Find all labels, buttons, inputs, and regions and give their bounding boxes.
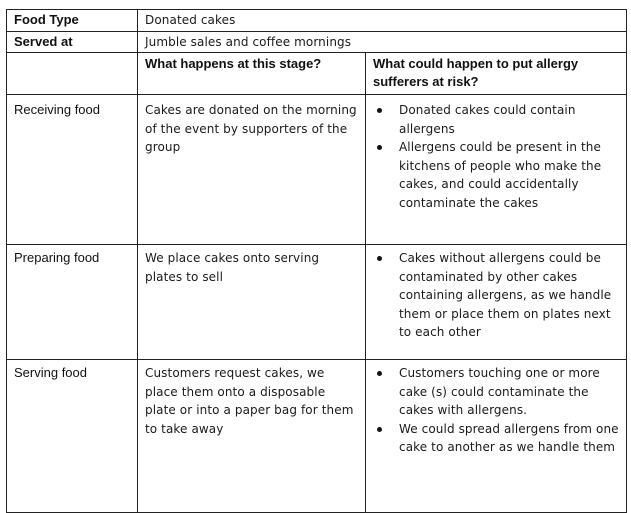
bullet-icon [377, 371, 382, 376]
what-happens-cell: Customers request cakes, we place them onto a disposable plate or into a paper bag for them to take away [138, 360, 366, 513]
risk-text: We could spread allergens from one cake to another as we handle them [399, 421, 619, 454]
bullet-icon [377, 145, 382, 150]
table-row [7, 95, 627, 245]
bullet-icon [377, 256, 382, 261]
risk-cell [366, 95, 627, 245]
risk-text: Allergens could be present in the kitchens of people who make the cakes, and could accidentally contaminate the cakes [399, 140, 602, 210]
column-header-what-happens: What happens at this stage? [138, 53, 366, 95]
what-happens-cell: Cakes are donated on the morning of the event by supporters of the group [138, 95, 366, 245]
risk-text: Customers touching one or more cake (s) could contaminate the cakes with allergens. [399, 366, 600, 417]
table-row [7, 10, 627, 32]
list-item [399, 420, 620, 457]
bullet-icon [377, 108, 382, 113]
stage-label: Preparing food [7, 245, 138, 360]
served-at-label: Served at [7, 31, 138, 53]
list-item [399, 249, 620, 342]
table-row [7, 245, 627, 360]
risk-cell [366, 360, 627, 513]
column-header-risk: What could happen to put allergy sufferers at risk? [366, 53, 627, 95]
stage-label: Receiving food [7, 95, 138, 245]
list-item [399, 101, 620, 138]
table-row [7, 360, 627, 513]
list-item [399, 138, 620, 212]
stage-label: Serving food [7, 360, 138, 513]
table-row [7, 31, 627, 53]
empty-header-cell [7, 53, 138, 95]
bullet-icon [377, 427, 382, 432]
risk-cell [366, 245, 627, 360]
risk-text: Donated cakes could contain allergens [399, 103, 576, 136]
served-at-value: Jumble sales and coffee mornings [138, 31, 627, 53]
list-item [399, 364, 620, 420]
risk-list [373, 249, 620, 342]
risk-list [373, 101, 620, 212]
risk-text: Cakes without allergens could be contaminated by other cakes containing allergens, as we handle them or place them on plates next to each other [399, 251, 612, 339]
allergen-risk-table [6, 9, 627, 513]
food-type-value: Donated cakes [138, 10, 627, 32]
risk-list [373, 364, 620, 457]
what-happens-cell: We place cakes onto serving plates to sell [138, 245, 366, 360]
table-row [7, 53, 627, 95]
food-type-label: Food Type [7, 10, 138, 32]
